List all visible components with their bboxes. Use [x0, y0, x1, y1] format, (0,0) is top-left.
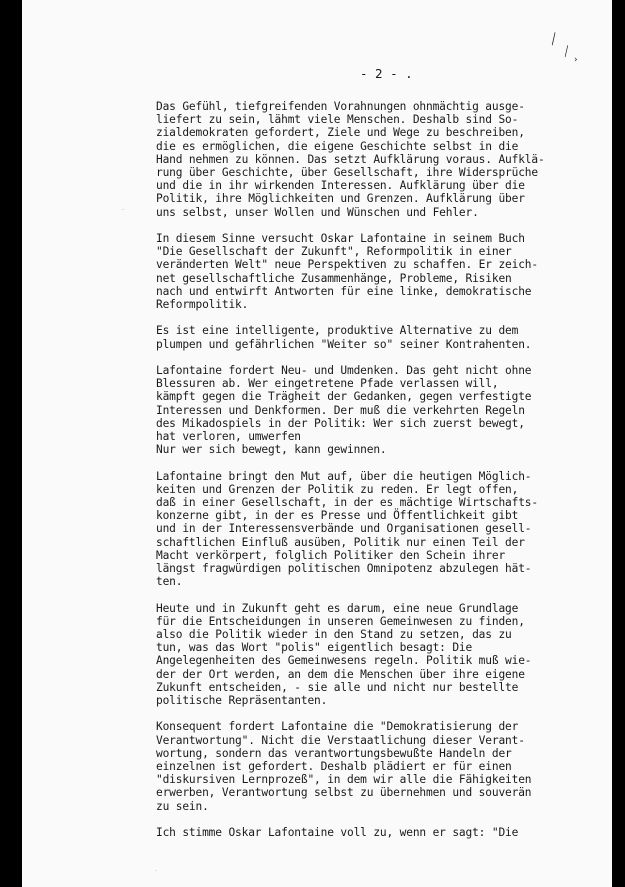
scan-artifact-mark: ╲ — [547, 33, 559, 46]
paragraph-2: In diesem Sinne versucht Oskar Lafontaine in seinem Buch "Die Gesellschaft der Zukunft", Reformpolitik in einer veränderten Welt" neue Perspektiven zu schaffen. Er zeich- net gesellschaftliche Zusammenhänge, Probleme, Risiken nach und entwirft Antworten für eine linke, demokratische Reformpolitik. — [156, 232, 538, 312]
paragraph-7: Konsequent fordert Lafontaine die "Demokratisierung der Verantwortung". Nicht die Verstaatlichung dieser Verant- wortung, sondern das verantwortungsbewußte Handeln der einzelnen ist gefordert. Deshalb plädiert er für einen "diskursiven Lernprozeß", in dem wir alle die Fähigkeiten erwerben, Verantwortung selbst zu übernehmen und souverän zu sein. — [156, 720, 532, 813]
scan-artifact-mark: ╲ — [560, 46, 572, 58]
page-number: - 2 - . — [360, 66, 413, 81]
paragraph-3: Es ist eine intelligente, produktive Alternative zu dem plumpen und gefährlichen "Weiter so" seiner Kontrahenten. — [156, 324, 532, 351]
document-page — [22, 0, 612, 887]
scan-artifact-dot: · — [122, 207, 124, 214]
paragraph-5: Lafontaine bringt den Mut auf, über die heutigen Möglich- keiten und Grenzen der Politik zu reden. Er legt offen, daß in einer Gesellschaft, in der es mächtige Wirtschafts- konzerne gibt, in der es Presse und Öffentlichkeit gibt und in der Interessensverbände und Organisationen gesell- schaftlichen Einfluß ausüben, Politik nur einen Teil der Macht verkörpert, folglich Politiker den Schein ihrer längst fragwürdigen politischen Omnipotenz abzulegen hät- ten. — [156, 469, 538, 589]
paragraph-6: Heute und in Zukunft geht es darum, eine neue Grundlage für die Entscheidungen in unseren Gemeinwesen zu finden, also die Politik wieder in den Stand zu setzen, das zu tun, was das Wort "polis" eigentlich besagt: Die Angelegenheiten des Gemeinwesens regeln. Politik muß wie- der der Ort werden, an dem die Menschen über ihre eigene Zukunft entscheiden, - sie alle und nicht nur bestellte politische Repräsentanten. — [156, 601, 532, 708]
scan-artifact-mark: › — [574, 55, 578, 65]
scan-artifact-dot: · — [155, 868, 157, 875]
paragraph-8: Ich stimme Oskar Lafontaine voll zu, wenn er sagt: "Die — [156, 826, 519, 840]
body-text — [156, 100, 612, 852]
paragraph-4: Lafontaine fordert Neu- und Umdenken. Das geht nicht ohne Blessuren ab. Wer eingetretene Pfade verlassen will, kämpft gegen die Trägheit der Gedanken, gegen verfestigte Interessen und Denkformen. Der muß die verkehrten Regeln des Mikadospiels in der Politik: Wer sich zuerst bewegt, hat verloren, umwerfen Nur wer sich bewegt, kann gewinnen. — [156, 364, 532, 457]
paragraph-1: Das Gefühl, tiefgreifenden Vorahnungen ohnmächtig ausge- liefert zu sein, lähmt viele Menschen. Deshalb sind So- zialdemokraten gefordert, Ziele und Wege zu beschreiben, die es ermöglichen, die eigene Geschichte selbst in die Hand nehmen zu können. Das setzt Aufklärung voraus. Aufklä- rung über Geschichte, über Gesellschaft, ihre Widersprüche und die in ihr wirkenden Interessen. Aufklärung über die Politik, ihre Möglichkeiten und Grenzen. Aufklärung über uns selbst, unser Wollen und Wünschen und Fehler. — [156, 100, 545, 219]
